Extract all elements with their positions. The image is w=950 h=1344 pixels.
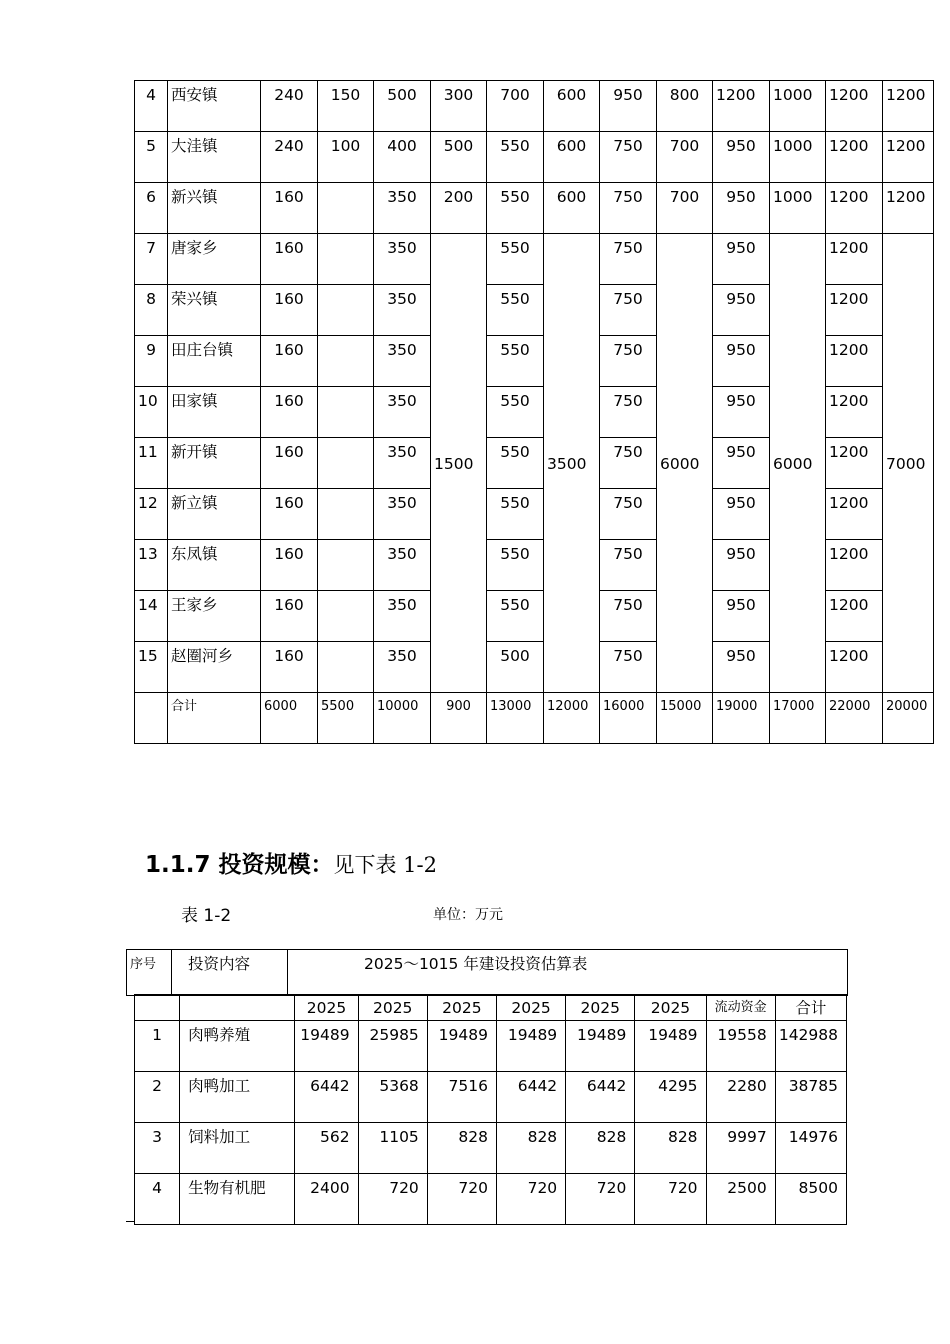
table-title: 2025～1015 年建设投资估算表 [288,950,848,996]
table-row: 8 荣兴镇 160 350 550 750 950 1200 [135,285,934,336]
total-row: 合计 6000 5500 10000 900 13000 12000 16000 15000 19000 17000 22000 20000 [135,693,934,744]
table-row: 13 东凤镇 160 350 550 750 950 1200 [135,540,934,591]
unit-label: 单位：万元 [433,907,503,923]
table-row: 1 肉鸭养殖 19489 25985 19489 19489 19489 19489 19558 142988 [135,1021,847,1072]
merged-cell: 6000 [770,234,826,693]
table-row: 3 饲料加工 562 1105 828 828 828 828 9997 14976 [135,1123,847,1174]
table-row: 4 西安镇 240 150 500 300 700 600 950 800 1200 1000 1200 1200 [135,81,934,132]
merged-cell: 6000 [657,234,713,693]
header-content: 投资内容 [172,950,288,996]
section-heading: 1.1.7 投资规模：见下表 1-2 [145,852,437,878]
table-row: 15 赵圈河乡 160 350 500 750 950 1200 [135,642,934,693]
investment-table-header [126,949,848,996]
table-row: 4 生物有机肥 2400 720 720 720 720 720 2500 8500 [135,1174,847,1225]
table-row: 12 新立镇 160 350 550 750 950 1200 [135,489,934,540]
town-quota-table [134,80,934,744]
merged-cell: 1500 [431,234,487,693]
table-row: 11 新开镇 160 350 550 750 950 1200 [135,438,934,489]
table-edge-stub [126,1221,134,1222]
header-no: 序号 [127,950,172,996]
table-caption: 表 1-2 [181,906,232,926]
table-row: 6 新兴镇 160 350 200 550 600 750 700 950 1000 1200 1200 [135,183,934,234]
table-row: 14 王家乡 160 350 550 750 950 1200 [135,591,934,642]
merged-cell: 7000 [883,234,934,693]
column-header-row: 2025 2025 2025 2025 2025 2025 流动资金 合计 [135,995,847,1021]
table-row: 5 大洼镇 240 100 400 500 550 600 750 700 950 1000 1200 1200 [135,132,934,183]
table-row: 7 唐家乡 160 350 1500 550 3500 750 6000 950 6000 1200 7000 [135,234,934,285]
merged-cell: 3500 [544,234,600,693]
investment-table [134,994,847,1225]
table-row: 10 田家镇 160 350 550 750 950 1200 [135,387,934,438]
table-row: 9 田庄台镇 160 350 550 750 950 1200 [135,336,934,387]
table-row: 2 肉鸭加工 6442 5368 7516 6442 6442 4295 2280 38785 [135,1072,847,1123]
